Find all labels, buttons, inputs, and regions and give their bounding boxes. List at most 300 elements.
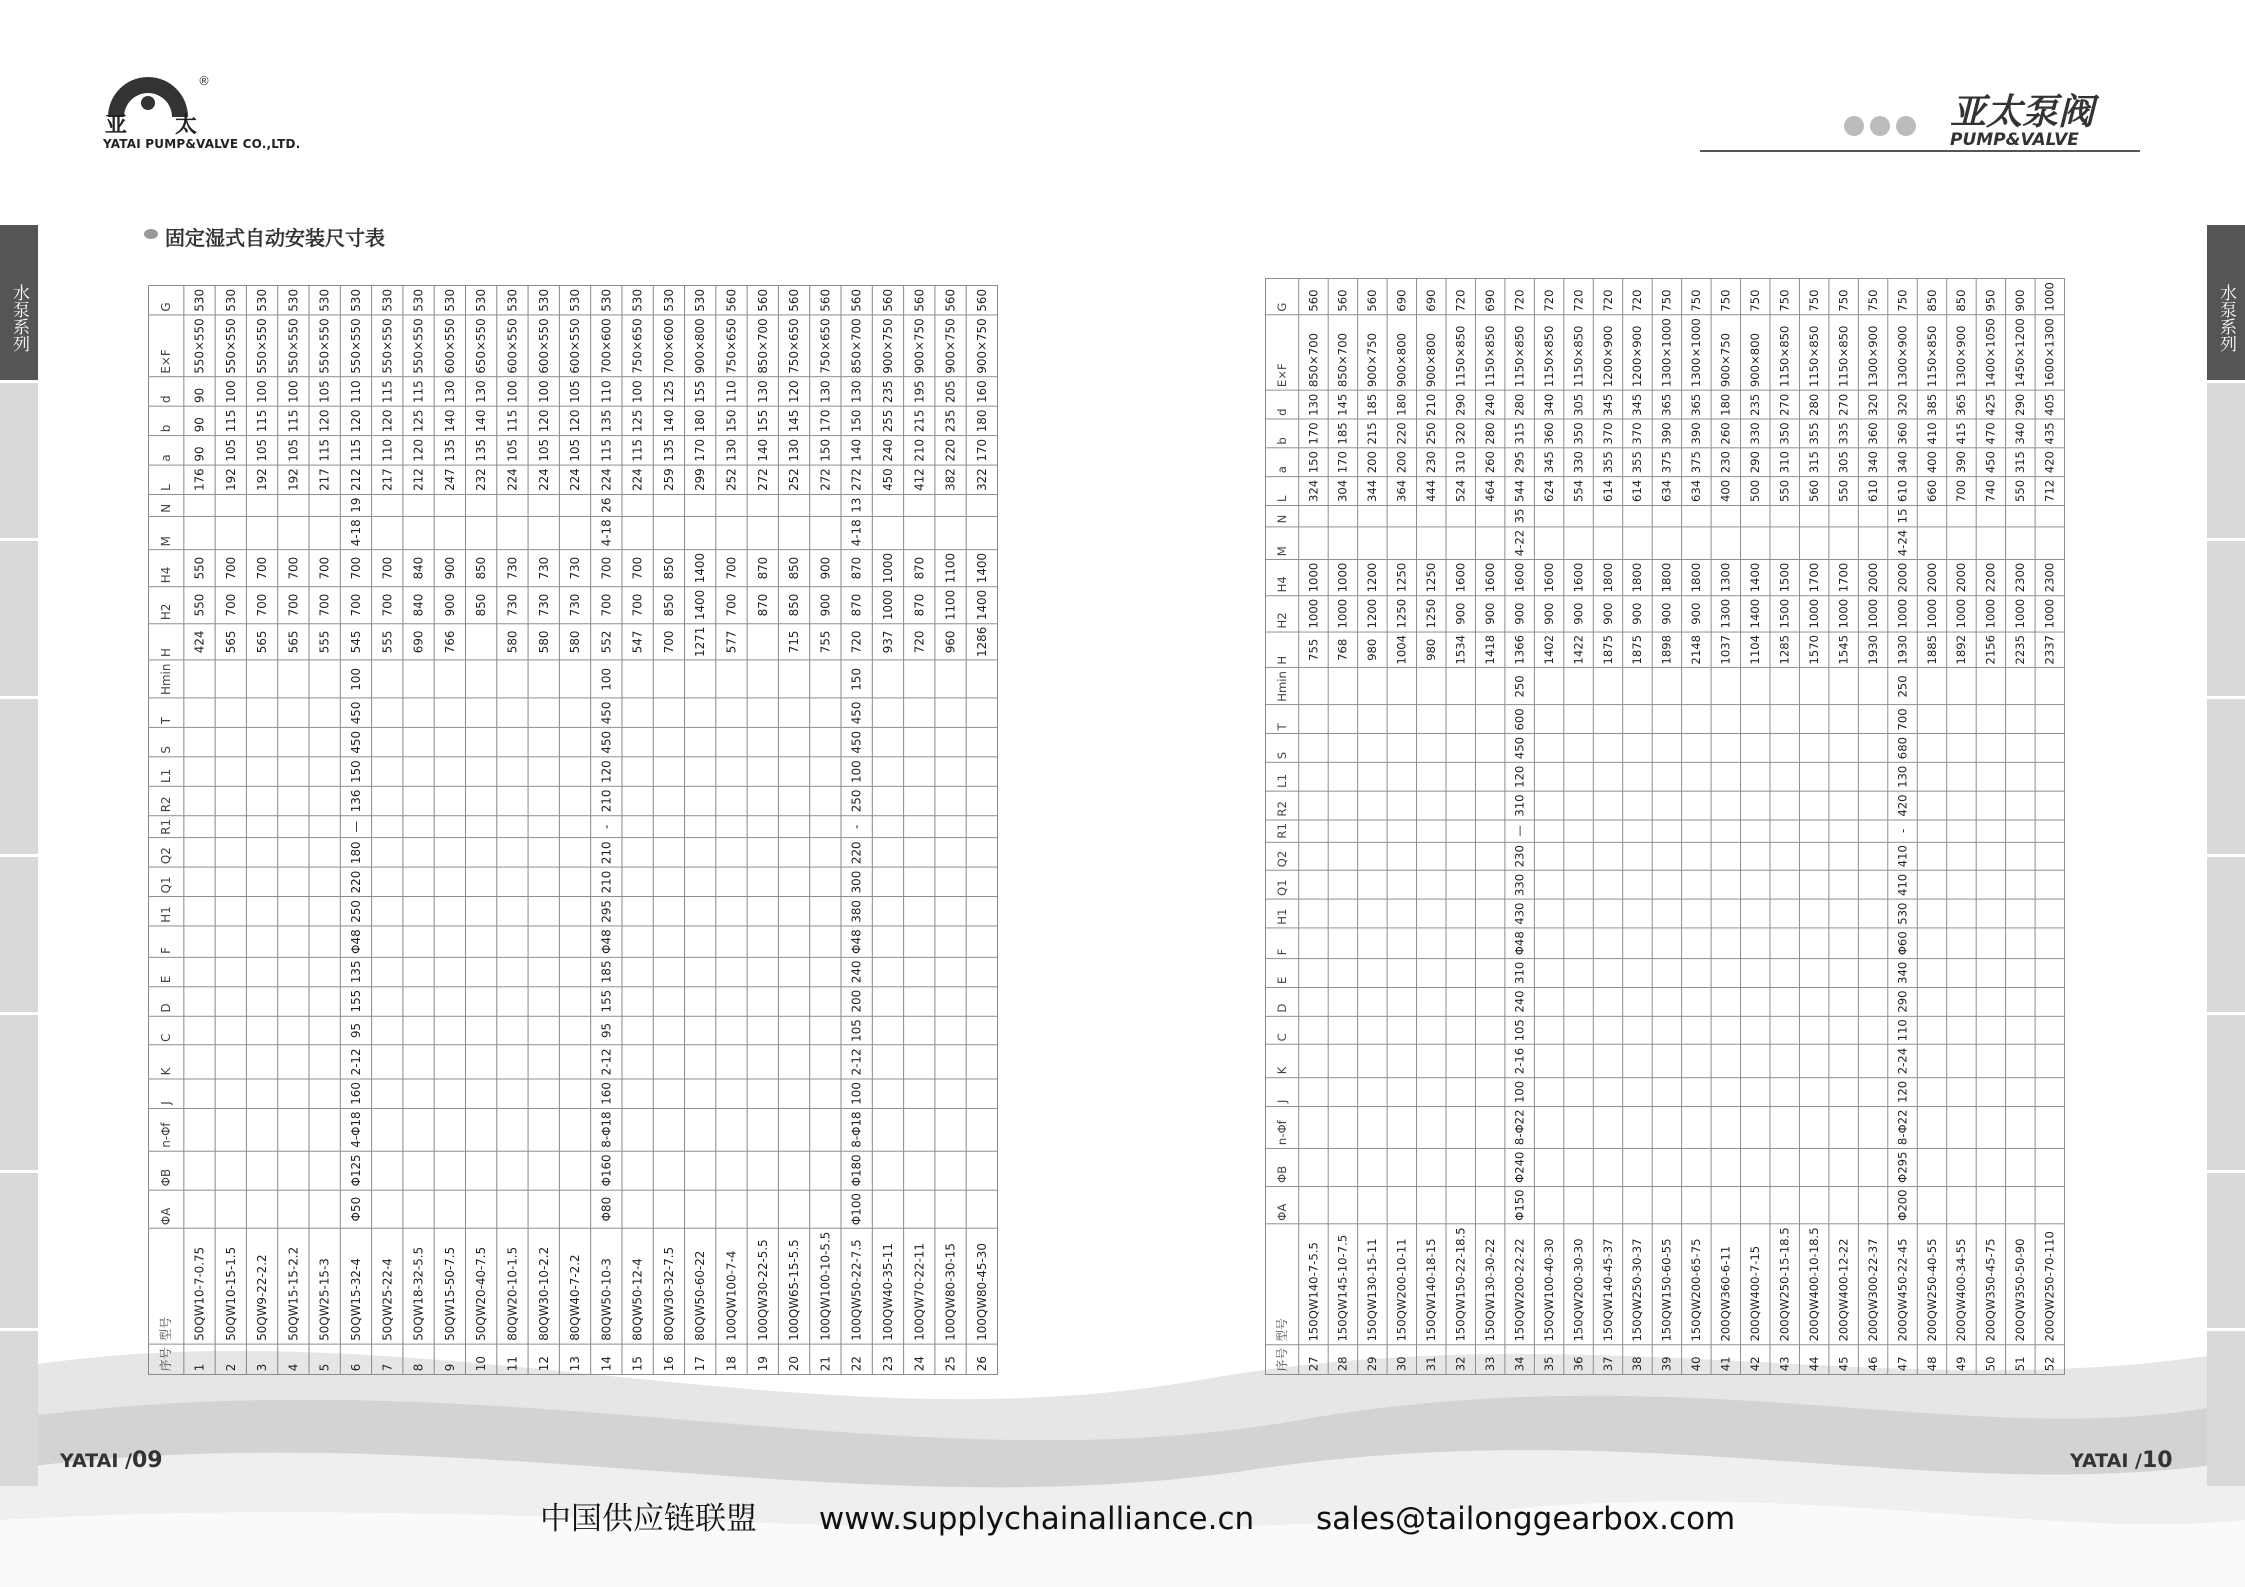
cell-m (1741, 527, 1770, 560)
cell-a: 200 (1387, 448, 1416, 477)
cell-k (872, 1045, 903, 1079)
cell-a (685, 1190, 716, 1229)
cell-f (309, 926, 340, 957)
cell-d (1534, 987, 1563, 1016)
cell-h2: 900 (1623, 596, 1652, 632)
cell-e (403, 957, 434, 986)
cell-b: 370 (1623, 419, 1652, 448)
cell-no: 11 (497, 1344, 528, 1374)
cell-k (1446, 1045, 1475, 1078)
cell-a: 375 (1682, 448, 1711, 477)
cell-h2: 1000 (1976, 596, 2005, 632)
column-header: K (149, 1045, 184, 1079)
cell-b: 125 (403, 406, 434, 435)
cell-c (1358, 1016, 1387, 1045)
cell-l1 (653, 757, 684, 786)
side-tab[interactable] (2207, 1015, 2245, 1170)
cell-h: 937 (872, 623, 903, 660)
cell-m (559, 516, 590, 550)
cell-exf: 900×750 (935, 315, 966, 377)
table-row (1976, 279, 2005, 1375)
cell-n (1858, 505, 1887, 526)
cell-h4: 700 (340, 550, 371, 587)
cell-m (747, 516, 778, 550)
contact-email-link[interactable]: sales@tailonggearbox.com (1316, 1501, 1736, 1537)
table-row (1799, 279, 1828, 1375)
cell-t (434, 698, 465, 727)
cell-j (1741, 1078, 1770, 1107)
cell-l1 (372, 757, 403, 786)
cell-b (309, 1151, 340, 1190)
cell-t (872, 698, 903, 727)
column-header: C (1265, 1016, 1298, 1045)
cell-t (1417, 705, 1446, 734)
cell-hmin (653, 660, 684, 698)
cell-r1 (1652, 820, 1681, 842)
side-tab-active[interactable]: 水泵系列 (2207, 225, 2245, 380)
cell-r2 (1299, 791, 1328, 820)
cell-j (1387, 1078, 1416, 1107)
cell-l: 412 (904, 465, 935, 494)
cell-h: 1037 (1711, 632, 1740, 668)
table-header-row (149, 286, 184, 1375)
cell-s (1358, 734, 1387, 763)
cell-j (434, 1079, 465, 1108)
table-row (1505, 279, 1534, 1375)
cell-d: 365 (1947, 390, 1976, 419)
cell-g: 530 (653, 286, 684, 315)
cell-r2 (2035, 791, 2064, 820)
cell-model: 150QW250-30-37 (1623, 1224, 1652, 1345)
cell-f (1711, 928, 1740, 958)
cell-hmin: 250 (1888, 668, 1917, 705)
cell-s (1299, 734, 1328, 763)
cell-d (966, 986, 997, 1015)
cell-q2 (1446, 842, 1475, 871)
cell-h1 (1770, 899, 1799, 928)
cell-exf: 1150×850 (1799, 315, 1828, 390)
cell-no: 6 (340, 1344, 371, 1374)
cell-b (1299, 1148, 1328, 1186)
cell-a: 140 (747, 436, 778, 465)
cell-t (309, 698, 340, 727)
cell-c (559, 1016, 590, 1045)
cell-q1 (1623, 871, 1652, 900)
cell-c (810, 1016, 841, 1045)
cell-a (1387, 1186, 1416, 1224)
column-header: 型号 (1265, 1224, 1298, 1345)
side-tab[interactable] (0, 383, 38, 538)
cell-m (1799, 527, 1828, 560)
cell-m (685, 516, 716, 550)
cell-e (1387, 958, 1416, 987)
cell-hmin (1682, 668, 1711, 705)
cell-f (2035, 928, 2064, 958)
cell-h2: 1000 (1858, 596, 1887, 632)
cell-l: 444 (1417, 477, 1446, 506)
column-header: R1 (1265, 820, 1298, 842)
side-tab[interactable] (2207, 1173, 2245, 1328)
cell-h4: 1700 (1829, 559, 1858, 595)
cell-f (1799, 928, 1828, 958)
cell-j (1328, 1078, 1357, 1107)
cell-b (1387, 1148, 1416, 1186)
cell-exf: 850×700 (841, 315, 872, 377)
cell-r2 (1417, 791, 1446, 820)
cell-g: 1000 (2035, 279, 2064, 315)
cell-q1 (1328, 871, 1357, 900)
cell-a (1799, 1186, 1828, 1224)
cell-l1 (1741, 762, 1770, 791)
cell-b: 115 (246, 406, 277, 435)
cell-j (1417, 1078, 1446, 1107)
cell-b (215, 1151, 246, 1190)
cell-h2: 900 (1475, 596, 1504, 632)
cell-d (1328, 987, 1357, 1016)
cell-no: 41 (1711, 1345, 1740, 1375)
cell-l: 550 (1829, 477, 1858, 506)
cell-a (653, 1190, 684, 1229)
table-row (810, 286, 841, 1375)
column-header: G (149, 286, 184, 315)
cell-m (1387, 527, 1416, 560)
cell-q1: 330 (1505, 871, 1534, 900)
cell-q1 (528, 867, 559, 896)
cell-h1 (2035, 899, 2064, 928)
cell-exf: 750×650 (810, 315, 841, 377)
cell-h1 (1358, 899, 1387, 928)
table-row (1770, 279, 1799, 1375)
side-tab[interactable] (0, 857, 38, 1012)
cell-q1 (1917, 871, 1946, 900)
cell-b (528, 1151, 559, 1190)
cell-a: 150 (810, 436, 841, 465)
cell-h: 766 (434, 623, 465, 660)
cell-d: 105 (559, 377, 590, 406)
cell-g: 750 (1829, 279, 1858, 315)
cell-b: 360 (1888, 419, 1917, 448)
side-tab[interactable] (0, 1173, 38, 1328)
cell-r1 (716, 816, 747, 838)
cell-e (497, 957, 528, 986)
cell-no: 51 (2006, 1345, 2035, 1375)
cell-d: 100 (278, 377, 309, 406)
cell-model: 100QW65-15-5.5 (778, 1228, 809, 1344)
cell-a (1829, 1186, 1858, 1224)
cell-l: 610 (1888, 477, 1917, 506)
cell-m: 4-18 (591, 516, 622, 550)
cell-h1 (1829, 899, 1858, 928)
cell-l: 544 (1505, 477, 1534, 506)
cell-h1 (1741, 899, 1770, 928)
cell-r1 (935, 816, 966, 838)
cell-t (810, 698, 841, 727)
cell-model: 200QW400-34-55 (1947, 1224, 1976, 1345)
cell-q2 (2035, 842, 2064, 871)
table-row (1947, 279, 1976, 1375)
cell-m (372, 516, 403, 550)
cell-f (778, 926, 809, 957)
cell-l1 (872, 757, 903, 786)
cell-l: 554 (1564, 477, 1593, 506)
cell-r2 (810, 786, 841, 815)
cell-q1 (622, 867, 653, 896)
cell-h4: 730 (528, 550, 559, 587)
contact-website-link[interactable]: www.supplychainalliance.cn (818, 1501, 1255, 1537)
cell-a: 210 (904, 436, 935, 465)
side-tab[interactable] (2207, 1331, 2245, 1486)
cell-no: 27 (1299, 1345, 1328, 1375)
cell-q1 (1652, 871, 1681, 900)
cell-q1 (935, 867, 966, 896)
cell-n (778, 494, 809, 516)
cell-h1 (935, 897, 966, 926)
cell-j (935, 1079, 966, 1108)
column-header: C (149, 1016, 184, 1045)
cell-e (966, 957, 997, 986)
cell-b: 140 (465, 406, 496, 435)
cell-h2: 700 (716, 587, 747, 624)
cell-b: 125 (622, 406, 653, 435)
cell-k (1711, 1045, 1740, 1078)
cell-s (2006, 734, 2035, 763)
cell-a (372, 1190, 403, 1229)
table-row (1829, 279, 1858, 1375)
cell-e (184, 957, 215, 986)
cell-e (309, 957, 340, 986)
cell-h4: 900 (434, 550, 465, 587)
cell-r1 (685, 816, 716, 838)
cell-l: 272 (841, 465, 872, 494)
cell-a (622, 1190, 653, 1229)
cell-h2: 550 (184, 587, 215, 624)
cell-hmin (1417, 668, 1446, 705)
cell-l1 (685, 757, 716, 786)
cell-c (778, 1016, 809, 1045)
side-tab[interactable] (2207, 857, 2245, 1012)
cell-e (528, 957, 559, 986)
side-tab-active[interactable]: 水泵系列 (0, 225, 38, 380)
cell-l1 (1299, 762, 1328, 791)
cell-l: 212 (340, 465, 371, 494)
cell-h1 (1711, 899, 1740, 928)
cell-no: 35 (1534, 1345, 1563, 1375)
cell-d: 100 (246, 377, 277, 406)
cell-model: 150QW130-30-22 (1475, 1224, 1504, 1345)
cell-exf: 1200×900 (1593, 315, 1622, 390)
cell-h4: 850 (653, 550, 684, 587)
cell-h4: 1100 (935, 550, 966, 587)
cell-q2 (2006, 842, 2035, 871)
cell-model: 100QW100-10-5.5 (810, 1228, 841, 1344)
table-row (1387, 279, 1416, 1375)
cell-k (685, 1045, 716, 1079)
cell-s (872, 728, 903, 757)
cell-h4: 1600 (1446, 559, 1475, 595)
cell-d: 115 (372, 377, 403, 406)
table-row (528, 286, 559, 1375)
cell-h2: 1400 (966, 587, 997, 624)
cell-q2 (1829, 842, 1858, 871)
cell-j (1799, 1078, 1828, 1107)
cell-h2: 700 (215, 587, 246, 624)
cell-k (1829, 1045, 1858, 1078)
cell-l: 634 (1682, 477, 1711, 506)
cell-q2 (1593, 842, 1622, 871)
cell-nf (2035, 1106, 2064, 1148)
cell-e (904, 957, 935, 986)
logo-chinese-name: 亚太 (105, 113, 246, 138)
cell-model: 200QW400-12-22 (1829, 1224, 1858, 1345)
cell-g: 560 (1358, 279, 1387, 315)
cell-f (810, 926, 841, 957)
cell-no: 33 (1475, 1345, 1504, 1375)
cell-g: 530 (246, 286, 277, 315)
side-tab[interactable] (0, 699, 38, 854)
side-tab[interactable] (0, 1331, 38, 1486)
cell-b: 355 (1799, 419, 1828, 448)
side-tab[interactable] (2207, 699, 2245, 854)
cell-t (1682, 705, 1711, 734)
cell-m (434, 516, 465, 550)
cell-q1 (278, 867, 309, 896)
cell-r2 (1475, 791, 1504, 820)
cell-n (2006, 505, 2035, 526)
cell-n (1829, 505, 1858, 526)
cell-g: 750 (1888, 279, 1917, 315)
cell-s (1976, 734, 2005, 763)
side-tab[interactable] (2207, 541, 2245, 696)
cell-k (559, 1045, 590, 1079)
cell-m (1947, 527, 1976, 560)
cell-c (1682, 1016, 1711, 1045)
cell-q2 (904, 838, 935, 867)
cell-h4: 1800 (1593, 559, 1622, 595)
cell-q1 (184, 867, 215, 896)
cell-c (1593, 1016, 1622, 1045)
table-row (778, 286, 809, 1375)
cell-c: 110 (1888, 1016, 1917, 1045)
cell-f (465, 926, 496, 957)
cell-h: 1285 (1770, 632, 1799, 668)
cell-exf: 900×800 (685, 315, 716, 377)
cell-h4: 1500 (1770, 559, 1799, 595)
cell-no: 5 (309, 1344, 340, 1374)
cell-h: 2156 (1976, 632, 2005, 668)
cell-l1 (747, 757, 778, 786)
cell-a: 140 (841, 436, 872, 465)
cell-q2 (1917, 842, 1946, 871)
cell-j (904, 1079, 935, 1108)
table-row (1299, 279, 1328, 1375)
cell-c (278, 1016, 309, 1045)
cell-no: 31 (1417, 1345, 1446, 1375)
cell-j (622, 1079, 653, 1108)
cell-model: 80QW50-12-4 (622, 1228, 653, 1344)
cell-hmin (1711, 668, 1740, 705)
cell-b: 115 (215, 406, 246, 435)
cell-h: 1422 (1564, 632, 1593, 668)
cell-a: 230 (1417, 448, 1446, 477)
cell-nf (1593, 1106, 1622, 1148)
cell-exf: 1150×850 (1534, 315, 1563, 390)
side-tab[interactable] (2207, 383, 2245, 538)
cell-h1 (278, 897, 309, 926)
cell-f (1858, 928, 1887, 958)
cell-no: 44 (1799, 1345, 1828, 1375)
cell-r1 (1947, 820, 1976, 842)
column-header: Q1 (149, 867, 184, 896)
cell-h1 (810, 897, 841, 926)
right-side-tabs (2207, 225, 2245, 1489)
column-header: E (1265, 958, 1298, 987)
cell-s: 450 (1505, 734, 1534, 763)
column-header: R1 (149, 816, 184, 838)
cell-a (778, 1190, 809, 1229)
cell-r1 (1446, 820, 1475, 842)
cell-r1 (497, 816, 528, 838)
column-header: N (1265, 505, 1298, 526)
cell-a: 170 (1328, 448, 1357, 477)
cell-f (1947, 928, 1976, 958)
cell-hmin (1446, 668, 1475, 705)
cell-m (1593, 527, 1622, 560)
cell-a: 110 (372, 436, 403, 465)
cell-hmin (685, 660, 716, 698)
cell-c (528, 1016, 559, 1045)
cell-b (1417, 1148, 1446, 1186)
cell-k (935, 1045, 966, 1079)
column-header: 序号 (149, 1344, 184, 1374)
cell-exf: 600×550 (497, 315, 528, 377)
cell-e (559, 957, 590, 986)
cell-b: 350 (1770, 419, 1799, 448)
cell-a: Φ150 (1505, 1186, 1534, 1224)
cell-m (465, 516, 496, 550)
cell-d (1799, 987, 1828, 1016)
cell-h: 715 (778, 623, 809, 660)
cell-h2: 870 (904, 587, 935, 624)
cell-q2 (872, 838, 903, 867)
cell-h: 1366 (1505, 632, 1534, 668)
cell-k (465, 1045, 496, 1079)
cell-exf: 900×800 (1387, 315, 1416, 390)
cell-h: 1286 (966, 623, 997, 660)
cell-k: 2-24 (1888, 1045, 1917, 1078)
cell-t (747, 698, 778, 727)
cell-q1 (966, 867, 997, 896)
side-tab[interactable] (0, 1015, 38, 1170)
cell-exf: 550×550 (215, 315, 246, 377)
cell-d (872, 986, 903, 1015)
cell-c (1564, 1016, 1593, 1045)
table-row (1652, 279, 1681, 1375)
cell-j: 100 (841, 1079, 872, 1108)
cell-h1: 380 (841, 897, 872, 926)
cell-m (497, 516, 528, 550)
cell-m (184, 516, 215, 550)
cell-hmin (904, 660, 935, 698)
cell-l: 192 (278, 465, 309, 494)
cell-q2 (1475, 842, 1504, 871)
cell-b (559, 1151, 590, 1190)
side-tab[interactable] (0, 541, 38, 696)
column-header: b (1265, 419, 1298, 448)
cell-k (904, 1045, 935, 1079)
cell-h4: 730 (559, 550, 590, 587)
cell-n (935, 494, 966, 516)
cell-l1 (810, 757, 841, 786)
